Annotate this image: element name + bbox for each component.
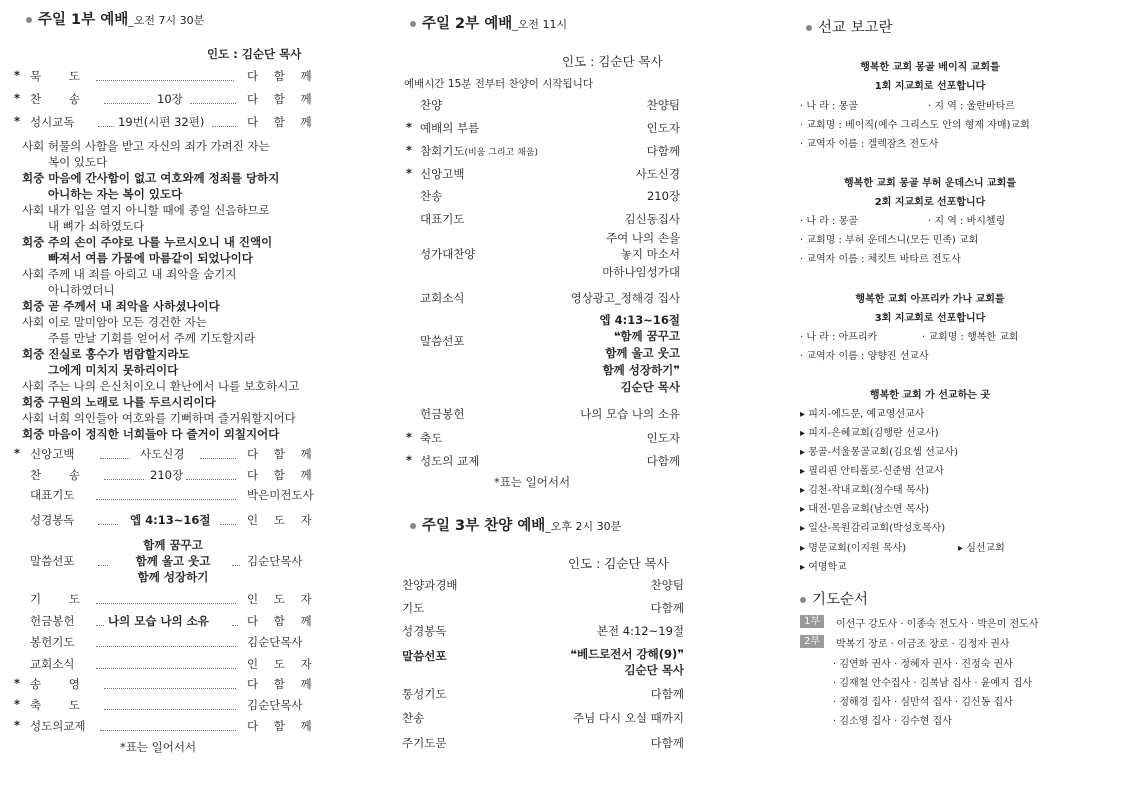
order-offering-prayer-value: 김순단목사 — [247, 635, 303, 649]
service1-heading — [26, 8, 204, 29]
reading-line: 주를 만날 기회를 얻어서 주께 기도할지라 — [48, 331, 256, 345]
reading-line: 아니하는 자는 복이 있도다 — [48, 187, 183, 201]
order2-sermon-title: 함께 성장하기❞ — [602, 363, 680, 377]
order-hymn-2-number: 210장 — [150, 468, 184, 482]
reading-line: 빠져서 여름 가뭄에 마름같이 되었나이다 — [48, 251, 253, 265]
dot-leader — [96, 603, 236, 604]
bullet-icon — [410, 523, 416, 529]
order-hymn-2-value: 다 함 께 — [247, 468, 318, 482]
service1-leader: 인도 : 김순단 목사 — [207, 47, 302, 61]
order-prayer-value: 박은미전도사 — [247, 488, 314, 502]
order-news-value: 인 도 자 — [247, 657, 318, 671]
prayer-service2-list: 박복기 장로 · 이금조 장로 · 김정자 권사 — [836, 639, 1010, 650]
order2-prayer-value: 김신동집사 — [624, 212, 680, 226]
dot-leader — [220, 524, 236, 525]
service3-time: _오후 2시 30분 — [545, 520, 622, 533]
dot-leader — [104, 688, 236, 689]
order2-confession-value: 다함께 — [646, 144, 680, 158]
service1-badge: 1부 — [800, 615, 824, 628]
supported-mission-item: ▸ 필리핀 안티폴로-신준범 선교사 — [800, 466, 944, 477]
order-mukdo: 묵 도 — [30, 69, 92, 83]
order-doxology: 송 영 — [30, 677, 92, 691]
mission2-declare: 2회 지교회로 선포합니다 — [874, 197, 986, 208]
order3-prayer-2: 통성기도 — [402, 687, 447, 701]
order-scripture: 성경봉독 — [30, 513, 75, 527]
sermon-title-line: 함께 울고 웃고 — [135, 554, 211, 568]
order3-prayer: 기도 — [402, 601, 425, 615]
reading-line: 사회 너희 의인들아 여호와를 기뻐하며 즐거워할지어다 — [22, 411, 296, 425]
order3-scripture: 성경봉독 — [402, 624, 447, 638]
order-hymn-number: 10장 — [157, 92, 183, 106]
order3-sermon: 말씀선포 — [402, 649, 447, 663]
stand-mark: * — [406, 120, 413, 134]
dot-leader — [98, 126, 114, 127]
order2-news: 교회소식 — [420, 291, 465, 305]
mission1-country: · 나 라 : 몽골 — [800, 101, 858, 112]
order2-call: 예배의 부름 — [420, 121, 480, 135]
stand-mark: * — [14, 68, 21, 82]
order3-hymn: 찬송 — [402, 711, 425, 725]
bullet-icon — [26, 17, 32, 23]
dot-leader — [96, 625, 104, 626]
reading-line: 회중 주의 손이 주야로 나를 누르시오니 내 진액이 — [22, 235, 273, 249]
order-doxology-value: 다 함 께 — [247, 677, 318, 691]
reading-line: 사회 이로 말미암아 모든 경건한 자는 — [22, 315, 207, 329]
order3-scripture-value: 본전 4:12~19절 — [596, 624, 684, 638]
order3-hymn-value: 주님 다시 오실 때까지 — [573, 711, 684, 725]
order-prayer-2-value: 인 도 자 — [247, 592, 318, 606]
prayer-service1-list: 이선구 강도사 · 이종숙 전도사 · 박은미 전도사 — [836, 619, 1039, 630]
order-offering-song: 나의 모습 나의 소유 — [108, 614, 209, 628]
reading-line: 회중 마음에 간사함이 없고 여호와께 정죄를 당하지 — [22, 171, 280, 185]
order2-choir: 성가대찬양 — [420, 247, 476, 261]
order2-hymn-value: 210장 — [646, 189, 680, 203]
prayer-list-line: · 김소영 집사 · 김수현 집사 — [833, 716, 952, 727]
supported-mission-item: ▸ 김천-작내교회(정수태 목사) — [800, 485, 930, 496]
prayer-list-line: · 김재철 안수집사 · 김복남 집사 · 윤예지 집사 — [833, 678, 1033, 689]
prayer-order-title: 기도순서 — [812, 592, 869, 608]
order2-sermon-title: 함께 울고 웃고 — [605, 346, 680, 360]
stand-mark: * — [406, 166, 413, 180]
supported-mission-item: ▸ 대전-믿음교회(남소연 목사) — [800, 504, 930, 515]
mission3-country: · 나 라 : 아프리카 — [800, 332, 878, 343]
order3-worship-value: 찬양팀 — [650, 578, 684, 592]
dot-leader — [96, 668, 236, 669]
order-hymn: 찬 송 — [30, 92, 92, 106]
stand-mark: * — [406, 430, 413, 444]
dot-leader — [190, 103, 236, 104]
mission1-minister: · 교역자 이름 : 겔렉잠츠 전도사 — [800, 139, 939, 150]
reading-line: 사회 주께 내 죄를 아뢰고 내 죄악을 숨기지 — [22, 267, 237, 281]
order-reading-passage: 19번(시편 32편) — [118, 115, 205, 129]
order3-sermon-preacher: 김순단 목사 — [624, 663, 684, 677]
order-mukdo-value: 다 함 께 — [247, 69, 318, 83]
order-prayer: 대표기도 — [30, 488, 75, 502]
reading-line: 그에게 미치지 못하리이다 — [48, 363, 179, 377]
order-sermon: 말씀선포 — [30, 554, 75, 568]
order3-prayer-2-value: 다함께 — [650, 687, 684, 701]
dot-leader — [104, 709, 236, 710]
order2-creed: 신앙고백 — [420, 167, 465, 181]
stand-mark: * — [14, 718, 21, 732]
reading-line: 회중 진실로 홍수가 범람할지라도 — [22, 347, 190, 361]
dot-leader — [100, 730, 236, 731]
order2-sermon-passage: 엡 4:13~16절 — [599, 313, 680, 327]
mission1-region: · 지 역 : 울란바타르 — [928, 101, 1015, 112]
order2-news-value: 영상광고_정해경 집사 — [570, 291, 680, 305]
bullet-icon — [806, 25, 812, 31]
stand-mark: * — [406, 453, 413, 467]
order-hymn-value: 다 함 께 — [247, 92, 318, 106]
dot-leader — [104, 103, 150, 104]
reading-line: 사회 내가 입을 열지 아니할 때에 종일 신음하므로 — [22, 203, 270, 217]
reading-line: 사회 허물의 사함을 받고 자신의 죄가 가려진 자는 — [22, 139, 270, 153]
dot-leader — [232, 625, 238, 626]
order-fellowship-value: 다 함 께 — [247, 719, 318, 733]
dot-leader — [96, 499, 236, 500]
stand-mark: * — [14, 446, 21, 460]
order-scripture-value: 인 도 자 — [247, 513, 318, 527]
order3-worship: 찬양과경배 — [402, 578, 458, 592]
order-benediction-value: 김순단목사 — [247, 698, 303, 712]
supported-mission-item: ▸ 명문교회(이지원 목사) — [800, 543, 907, 554]
order3-lords-prayer: 주기도문 — [402, 736, 447, 750]
reading-line: 내 뼈가 쇠하였도다 — [48, 219, 145, 233]
service2-time: _오전 11시 — [512, 18, 568, 31]
order3-prayer-value: 다함께 — [650, 601, 684, 615]
service2-title: 주일 2부 예배 — [422, 16, 513, 32]
mission2-heading: 행복한 교회 몽골 부허 운데스니 교회를 — [844, 178, 1016, 189]
stand-mark: * — [14, 91, 21, 105]
mission1-church: · 교회명 : 베이직(예수 그리스도 안의 형제 자매)교회 — [800, 120, 1030, 131]
order2-fellowship-value: 다함께 — [646, 454, 680, 468]
service3-title: 주일 3부 찬양 예배 — [422, 518, 546, 534]
stand-mark: * — [14, 697, 21, 711]
order2-benediction-value: 인도자 — [646, 431, 680, 445]
dot-leader — [96, 646, 236, 647]
order2-offering: 헌금봉헌 — [420, 407, 465, 421]
order-benediction: 축 도 — [30, 698, 92, 712]
bullet-icon — [800, 597, 806, 603]
prayer-list-line: · 정해경 집사 · 심만석 집사 · 김신동 집사 — [833, 697, 1013, 708]
order-prayer-2: 기 도 — [30, 592, 92, 606]
mission2-minister: · 교역자 이름 : 체킷트 바타르 전도사 — [800, 254, 961, 265]
order2-sermon-preacher: 김순단 목사 — [620, 380, 680, 394]
reading-line: 회중 구원의 노래로 나를 두르시리이다 — [22, 395, 216, 409]
order-creed-value: 다 함 께 — [247, 447, 318, 461]
order2-hymn: 찬송 — [420, 189, 443, 203]
service3-leader: 인도 : 김순단 목사 — [568, 556, 669, 571]
order2-call-value: 인도자 — [646, 121, 680, 135]
supported-mission-item: ▸ 여명학교 — [800, 562, 847, 573]
dot-leader — [212, 126, 236, 127]
sermon-title-line: 함께 꿈꾸고 — [143, 538, 203, 552]
stand-mark: * — [14, 676, 21, 690]
order2-confession: 참회기도 — [420, 144, 465, 158]
service2-notice: 예배시간 15분 전부터 찬양이 시작됩니다 — [404, 78, 593, 90]
order-hymn-2: 찬 송 — [30, 468, 92, 482]
prayer-list-line: · 김연화 권사 · 정혜자 권사 · 진정숙 권사 — [833, 659, 1013, 670]
mission1-heading: 행복한 교회 몽골 베이직 교회를 — [860, 62, 1000, 73]
order2-sermon: 말씀선포 — [420, 334, 465, 348]
order-fellowship: 성도의교제 — [30, 719, 86, 733]
order3-lords-prayer-value: 다함께 — [650, 736, 684, 750]
order-creed-name: 사도신경 — [140, 447, 185, 461]
order-sermon-value: 김순단목사 — [247, 554, 303, 568]
order-offering-prayer: 봉헌기도 — [30, 635, 75, 649]
order-reading-value: 다 함 께 — [247, 115, 318, 129]
stand-note: *표는 일어서서 — [494, 475, 571, 489]
order2-choir-name: 마하나임성가대 — [602, 265, 680, 279]
dot-leader — [98, 565, 108, 566]
order2-offering-value: 나의 모습 나의 소유 — [580, 407, 680, 421]
supported-mission-item: ▸ 몽골-서울몽골교회(김요셉 선교사) — [800, 447, 959, 458]
order2-praise-value: 찬양팀 — [646, 98, 680, 112]
reading-line: 회중 곧 주께서 내 죄악을 사하셨나이다 — [22, 299, 220, 313]
mission2-region: · 지 역 : 바시첼링 — [928, 216, 1006, 227]
order2-fellowship: 성도의 교제 — [420, 454, 480, 468]
order3-sermon-title: ❝베드로전서 강해(9)❞ — [570, 647, 684, 661]
reading-line: 사회 주는 나의 은신처이오니 환난에서 나를 보호하시고 — [22, 379, 300, 393]
sermon-title-line: 함께 성장하기 — [137, 570, 209, 584]
order2-confession-sub: (비움 그리고 채움) — [464, 148, 539, 158]
supported-mission-item: ▸ 일산-목원감리교회(박성호목사) — [800, 523, 946, 534]
order2-benediction: 축도 — [420, 431, 443, 445]
reading-line: 복이 있도다 — [48, 155, 108, 169]
dot-leader — [200, 458, 236, 459]
service2-heading — [410, 12, 567, 33]
dot-leader — [186, 479, 236, 480]
service3-heading — [410, 514, 621, 535]
order2-choir-song: 놓지 마소서 — [620, 247, 680, 261]
mission3-heading: 행복한 교회 아프리카 가나 교회를 — [855, 294, 1005, 305]
order-creed: 신앙고백 — [30, 447, 75, 461]
mission1-declare: 1회 지교회로 선포합니다 — [874, 81, 986, 92]
mission2-country: · 나 라 : 몽골 — [800, 216, 858, 227]
stand-mark: * — [14, 114, 21, 128]
order2-sermon-title: ❝함께 꿈꾸고 — [613, 329, 680, 343]
order-responsive-reading: 성시교독 — [30, 115, 75, 129]
dot-leader — [96, 80, 234, 81]
supported-mission-item: ▸ 피지-은혜교회(김행란 선교사) — [800, 428, 939, 439]
reading-line: 회중 마음이 정직한 너희들아 다 즐거이 외칠지어다 — [22, 427, 280, 441]
mission2-church: · 교회명 : 부허 운데스니(모든 민족) 교회 — [800, 235, 979, 246]
order2-creed-value: 사도신경 — [635, 167, 680, 181]
order-news: 교회소식 — [30, 657, 75, 671]
order2-prayer: 대표기도 — [420, 212, 465, 226]
dot-leader — [232, 565, 240, 566]
service1-time: _오전 7시 30분 — [128, 14, 205, 27]
stand-mark: * — [406, 143, 413, 157]
service2-badge: 2부 — [800, 635, 824, 648]
order-offering: 헌금봉헌 — [30, 614, 75, 628]
prayer-order-heading — [800, 588, 868, 609]
dot-leader — [98, 524, 118, 525]
supported-mission-item: ▸ 심선교회 — [958, 543, 1005, 554]
mission-title: 선교 보고란 — [818, 20, 893, 36]
order-scripture-passage: 엡 4:13~16절 — [130, 513, 211, 527]
order2-praise: 찬양 — [420, 98, 443, 112]
service2-leader: 인도 : 김순단 목사 — [562, 54, 663, 69]
dot-leader — [100, 458, 130, 459]
bullet-icon — [410, 21, 416, 27]
mission3-minister: · 교역자 이름 : 양향진 선교사 — [800, 351, 929, 362]
mission3-church: · 교회명 : 행복한 교회 — [922, 332, 1019, 343]
mission3-declare: 3회 지교회로 선포합니다 — [874, 313, 986, 324]
stand-note: *표는 일어서서 — [120, 740, 197, 754]
reading-line: 아니하였더니 — [48, 283, 115, 297]
dot-leader — [104, 479, 144, 480]
mission-heading — [806, 16, 893, 37]
supported-missions-heading: 행복한 교회 가 선교하는 곳 — [869, 390, 991, 401]
supported-mission-item: ▸ 피지-에드문, 예교영선교사 — [800, 409, 925, 420]
order2-choir-song: 주여 나의 손을 — [606, 231, 680, 245]
service1-title: 주일 1부 예배 — [38, 12, 129, 28]
order-offering-value: 다 함 께 — [247, 614, 318, 628]
